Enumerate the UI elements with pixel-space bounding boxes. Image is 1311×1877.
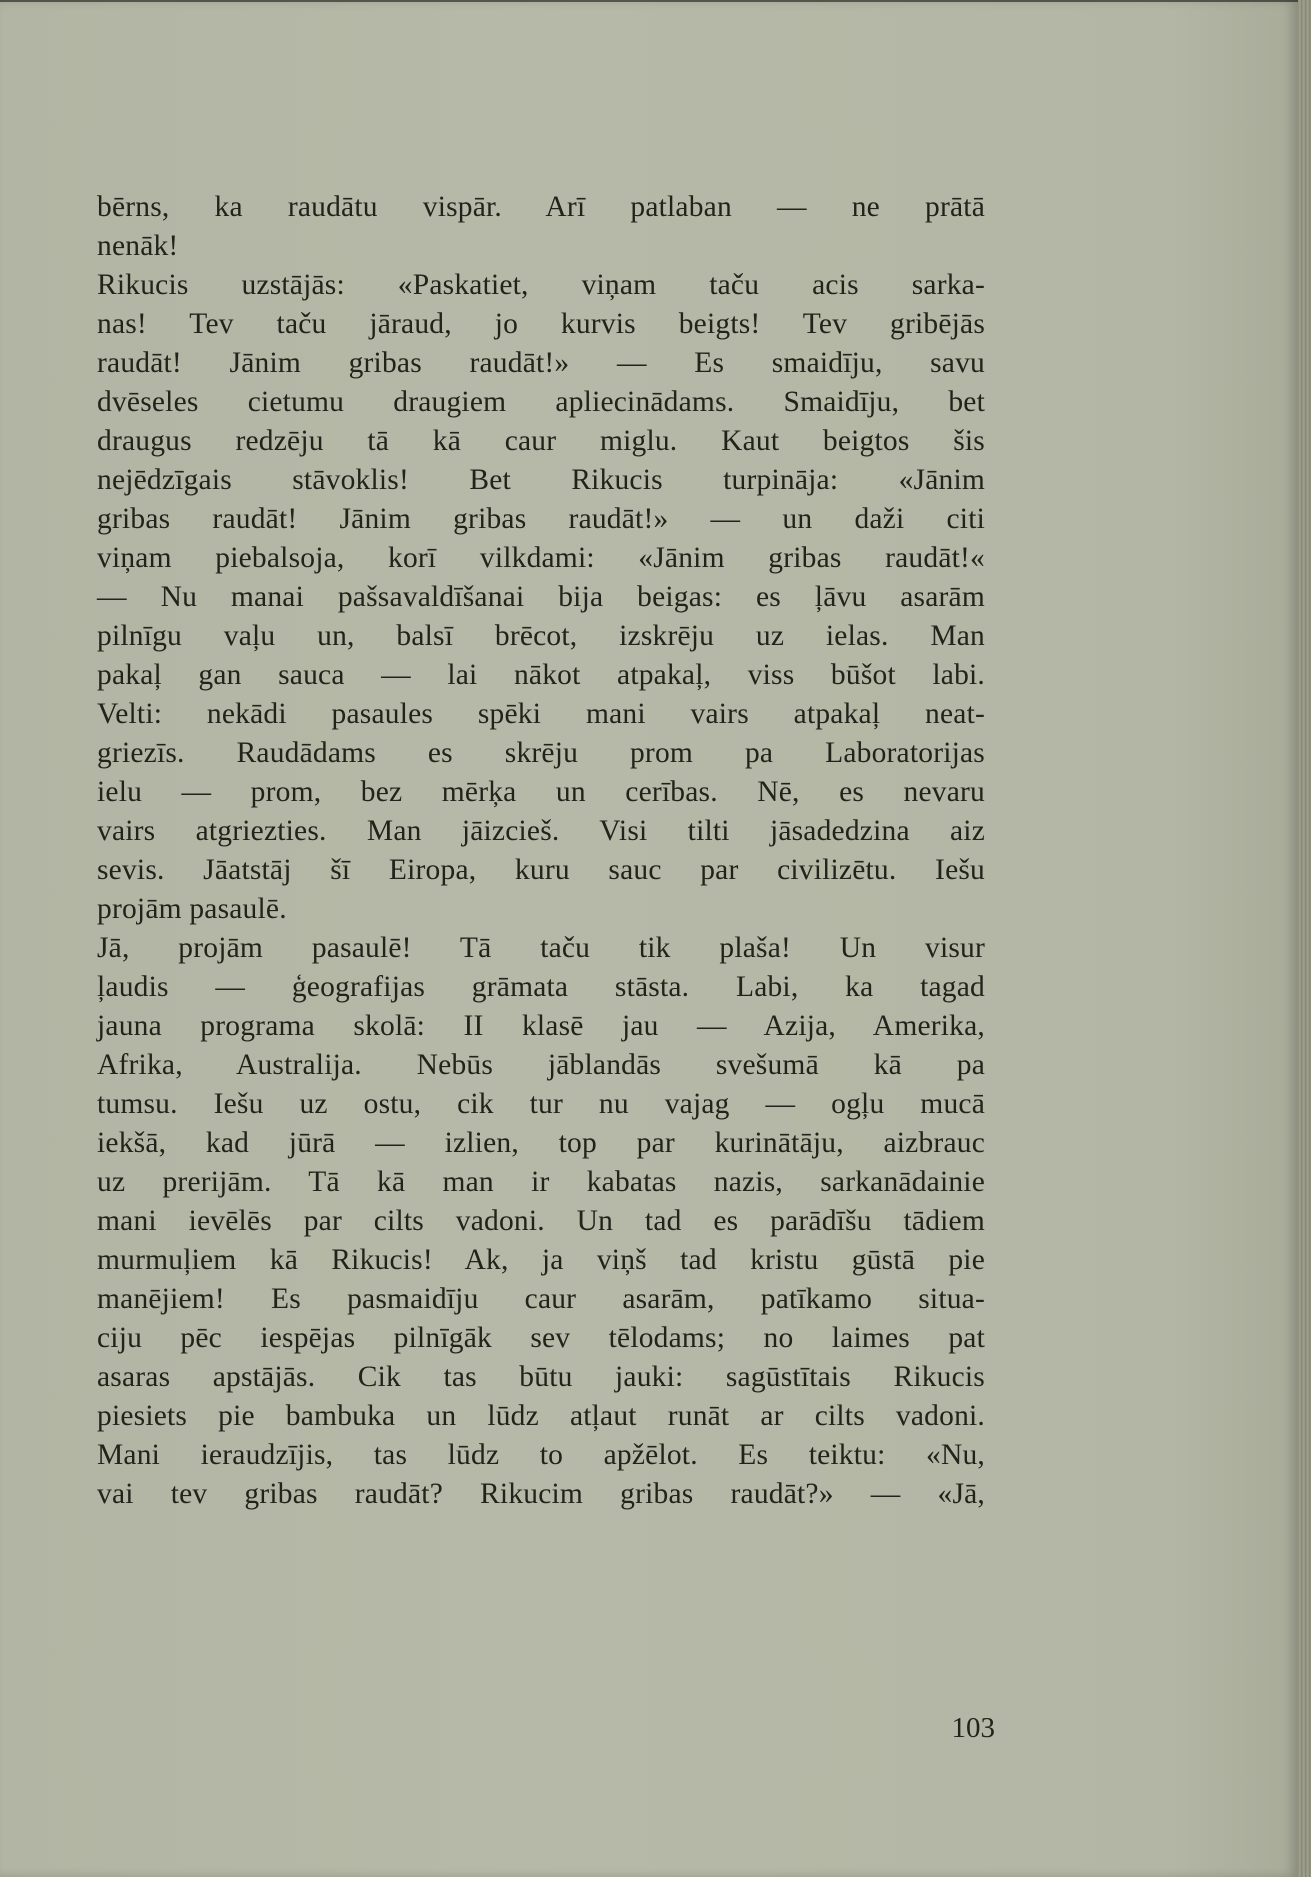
text-line: dvēseles cietumu draugiem apliecinādams. Smaidīju, bet: [97, 386, 985, 418]
text-line: ļaudis — ģeografijas grāmata stāsta. Labi, ka tagad: [97, 971, 985, 1003]
text-line: pilnīgu vaļu un, balsī brēcot, izskrēju uz ielas. Man: [97, 620, 985, 652]
text-line: griezīs. Raudādams es skrēju prom pa Laboratorijas: [97, 737, 985, 769]
text-line: viņam piebalsoja, korī vilkdami: «Jānim gribas raudāt!«: [97, 542, 985, 574]
text-line: pakaļ gan sauca — lai nākot atpakaļ, viss būšot labi.: [97, 659, 985, 691]
text-line: uz prerijām. Tā kā man ir kabatas nazis, sarkanādainie: [97, 1166, 985, 1198]
text-line: tumsu. Iešu uz ostu, cik tur nu vajag — ogļu mucā: [97, 1088, 985, 1120]
text-line: vairs atgriezties. Man jāizcieš. Visi tilti jāsadedzina aiz: [97, 815, 985, 847]
body-text: [97, 188, 985, 1514]
text-line: manējiem! Es pasmaidīju caur asarām, patīkamo situa-: [97, 1283, 985, 1315]
text-line: sevis. Jāatstāj šī Eiropa, kuru sauc par civilizētu. Iešu: [97, 854, 985, 886]
page-edge: [1298, 0, 1311, 1877]
text-line: projām pasaulē.: [97, 893, 287, 925]
text-line: nas! Tev taču jāraud, jo kurvis beigts! Tev gribējās: [97, 308, 985, 340]
text-line: jauna programa skolā: II klasē jau — Azija, Amerika,: [97, 1010, 985, 1042]
text-line: bērns, ka raudātu vispār. Arī patlaban — ne prātā: [97, 191, 985, 223]
text-line: nejēdzīgais stāvoklis! Bet Rikucis turpināja: «Jānim: [97, 464, 985, 496]
text-line: — Nu manai pašsavaldīšanai bija beigas: es ļāvu asarām: [97, 581, 985, 613]
text-line: piesiets pie bambuka un lūdz atļaut runāt ar cilts vadoni.: [97, 1400, 985, 1432]
text-line: Mani ieraudzījis, tas lūdz to apžēlot. Es teiktu: «Nu,: [97, 1439, 985, 1471]
text-line: nenāk!: [97, 230, 179, 262]
text-line: murmuļiem kā Rikucis! Ak, ja viņš tad kristu gūstā pie: [97, 1244, 985, 1276]
text-line: ielu — prom, bez mērķa un cerības. Nē, es nevaru: [97, 776, 985, 808]
text-line: Afrika, Australija. Nebūs jāblandās svešumā kā pa: [97, 1049, 985, 1081]
text-line: mani ievēlēs par cilts vadoni. Un tad es parādīšu tādiem: [97, 1205, 985, 1237]
text-line: Velti: nekādi pasaules spēki mani vairs atpakaļ neat-: [97, 698, 985, 730]
text-line: Rikucis uzstājās: «Paskatiet, viņam taču acis sarka-: [97, 269, 985, 301]
text-line: raudāt! Jānim gribas raudāt!» — Es smaidīju, savu: [97, 347, 985, 379]
text-line: iekšā, kad jūrā — izlien, top par kurinātāju, aizbrauc: [97, 1127, 985, 1159]
page-number: 103: [951, 1712, 995, 1744]
text-line: gribas raudāt! Jānim gribas raudāt!» — un daži citi: [97, 503, 985, 535]
text-line: vai tev gribas raudāt? Rikucim gribas raudāt?» — «Jā,: [97, 1478, 985, 1510]
text-line: Jā, projām pasaulē! Tā taču tik plaša! Un visur: [97, 932, 985, 964]
text-line: asaras apstājās. Cik tas būtu jauki: sagūstītais Rikucis: [97, 1361, 985, 1393]
text-line: draugus redzēju tā kā caur miglu. Kaut beigtos šis: [97, 425, 985, 457]
text-line: ciju pēc iespējas pilnīgāk sev tēlodams; no laimes pat: [97, 1322, 985, 1354]
